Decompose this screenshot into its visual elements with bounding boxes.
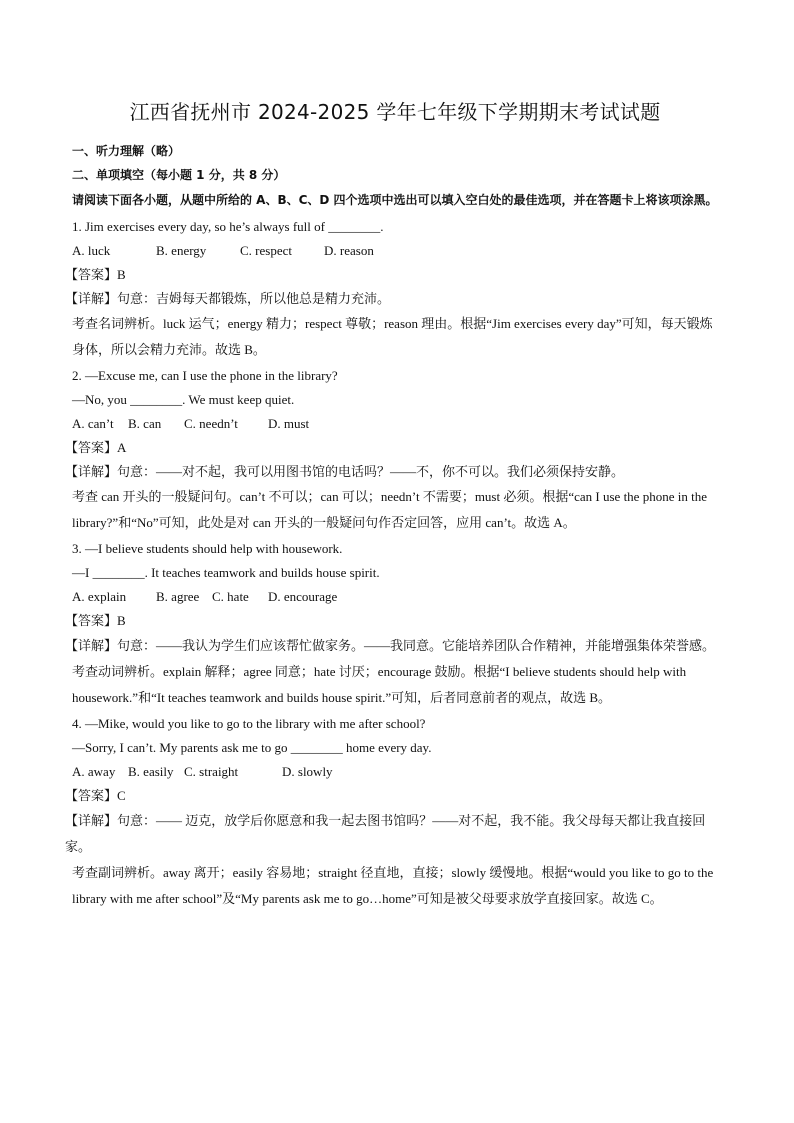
detail: 【详解】句意：——对不起，我可以用图书馆的电话吗？——不，你不可以。我们必须保持安静。	[65, 464, 625, 479]
analysis: 考查名词辨析。luck 运气；energy 精力；respect 尊敬；reason 理由。根据“Jim exercises every day”可知，每天锻炼身体，所以会精力充沛。故选 B。	[72, 316, 713, 357]
question-options	[72, 239, 724, 263]
question-3	[65, 537, 724, 711]
option-c: C. hate	[212, 589, 249, 604]
document-title: 江西省抚州市 2024-2025 学年七年级下学期期末考试试题	[129, 100, 661, 124]
question-stem-reply: —Sorry, I can’t. My parents ask me to go ________ home every day.	[72, 740, 432, 755]
analysis: 考查 can 开头的一般疑问句。can’t 不可以；can 可以；needn’t 不需要；must 必须。根据“can I use the phone in the library?”和“No”可知，此处是对 can 开头的一般疑问句作否定回答，应用 can’t。故选 A。	[72, 489, 707, 530]
answer: 【答案】B	[65, 267, 126, 282]
option-c: C. respect	[240, 243, 292, 258]
option-a: A. can’t	[72, 416, 114, 431]
question-options	[72, 412, 724, 436]
detail: 【详解】句意：—— 迈克，放学后你愿意和我一起去图书馆吗？——对不起，我不能。我父母每天都让我直接回家。	[65, 813, 706, 854]
question-stem: 2. —Excuse me, can I use the phone in the library?	[72, 368, 338, 383]
answer: 【答案】C	[65, 788, 126, 803]
question-2	[65, 364, 724, 536]
question-options	[72, 760, 724, 784]
option-a: A. luck	[72, 243, 111, 258]
option-b: B. easily	[128, 764, 174, 779]
question-stem: 4. —Mike, would you like to go to the library with me after school?	[72, 716, 426, 731]
question-stem: 3. —I believe students should help with housework.	[72, 541, 343, 556]
option-d: D. encourage	[268, 589, 338, 604]
option-b: B. energy	[156, 243, 207, 258]
analysis: 考查动词辨析。explain 解释；agree 同意；hate 讨厌；encourage 鼓励。根据“I believe students should help with housework.”和“It teaches teamwork and builds house spirit.”可知，后者同意前者的观点，故选 B。	[72, 664, 687, 705]
option-c: C. straight	[184, 764, 239, 779]
detail: 【详解】句意：——我认为学生们应该帮忙做家务。——我同意。它能培养团队合作精神，并能增强集体荣誉感。	[65, 638, 716, 653]
analysis: 考查副词辨析。away 离开；easily 容易地；straight 径直地，直接；slowly 缓慢地。根据“would you like to go to the library with me after school”及“My parents ask me to go…home”可知是被父母要求放学直接回家。故选 C。	[72, 865, 714, 906]
option-d: D. reason	[324, 243, 374, 258]
question-stem-reply: —I ________. It teaches teamwork and builds house spirit.	[72, 565, 380, 580]
question-4	[65, 712, 724, 912]
option-d: D. must	[268, 416, 310, 431]
answer: 【答案】A	[65, 440, 127, 455]
instruction: 请阅读下面各小题，从题中所给的 A、B、C、D 四个选项中选出可以填入空白处的最佳选项，并在答题卡上将该项涂黑。	[72, 193, 718, 207]
question-options	[72, 585, 724, 609]
option-b: B. agree	[156, 589, 200, 604]
question-stem: 1. Jim exercises every day, so he’s always full of ________.	[72, 219, 384, 234]
question-1	[65, 215, 724, 363]
option-d: D. slowly	[282, 764, 333, 779]
option-a: A. away	[72, 764, 116, 779]
document-page	[65, 96, 724, 912]
option-a: A. explain	[72, 589, 127, 604]
option-c: C. needn’t	[184, 416, 238, 431]
section-single-choice: 二、单项填空（每小题 1 分，共 8 分）	[72, 168, 286, 182]
section-listening: 一、听力理解（略）	[72, 144, 181, 158]
answer: 【答案】B	[65, 613, 126, 628]
question-stem-reply: —No, you ________. We must keep quiet.	[72, 392, 295, 407]
option-b: B. can	[128, 416, 162, 431]
detail: 【详解】句意：吉姆每天都锻炼，所以他总是精力充沛。	[65, 291, 391, 306]
